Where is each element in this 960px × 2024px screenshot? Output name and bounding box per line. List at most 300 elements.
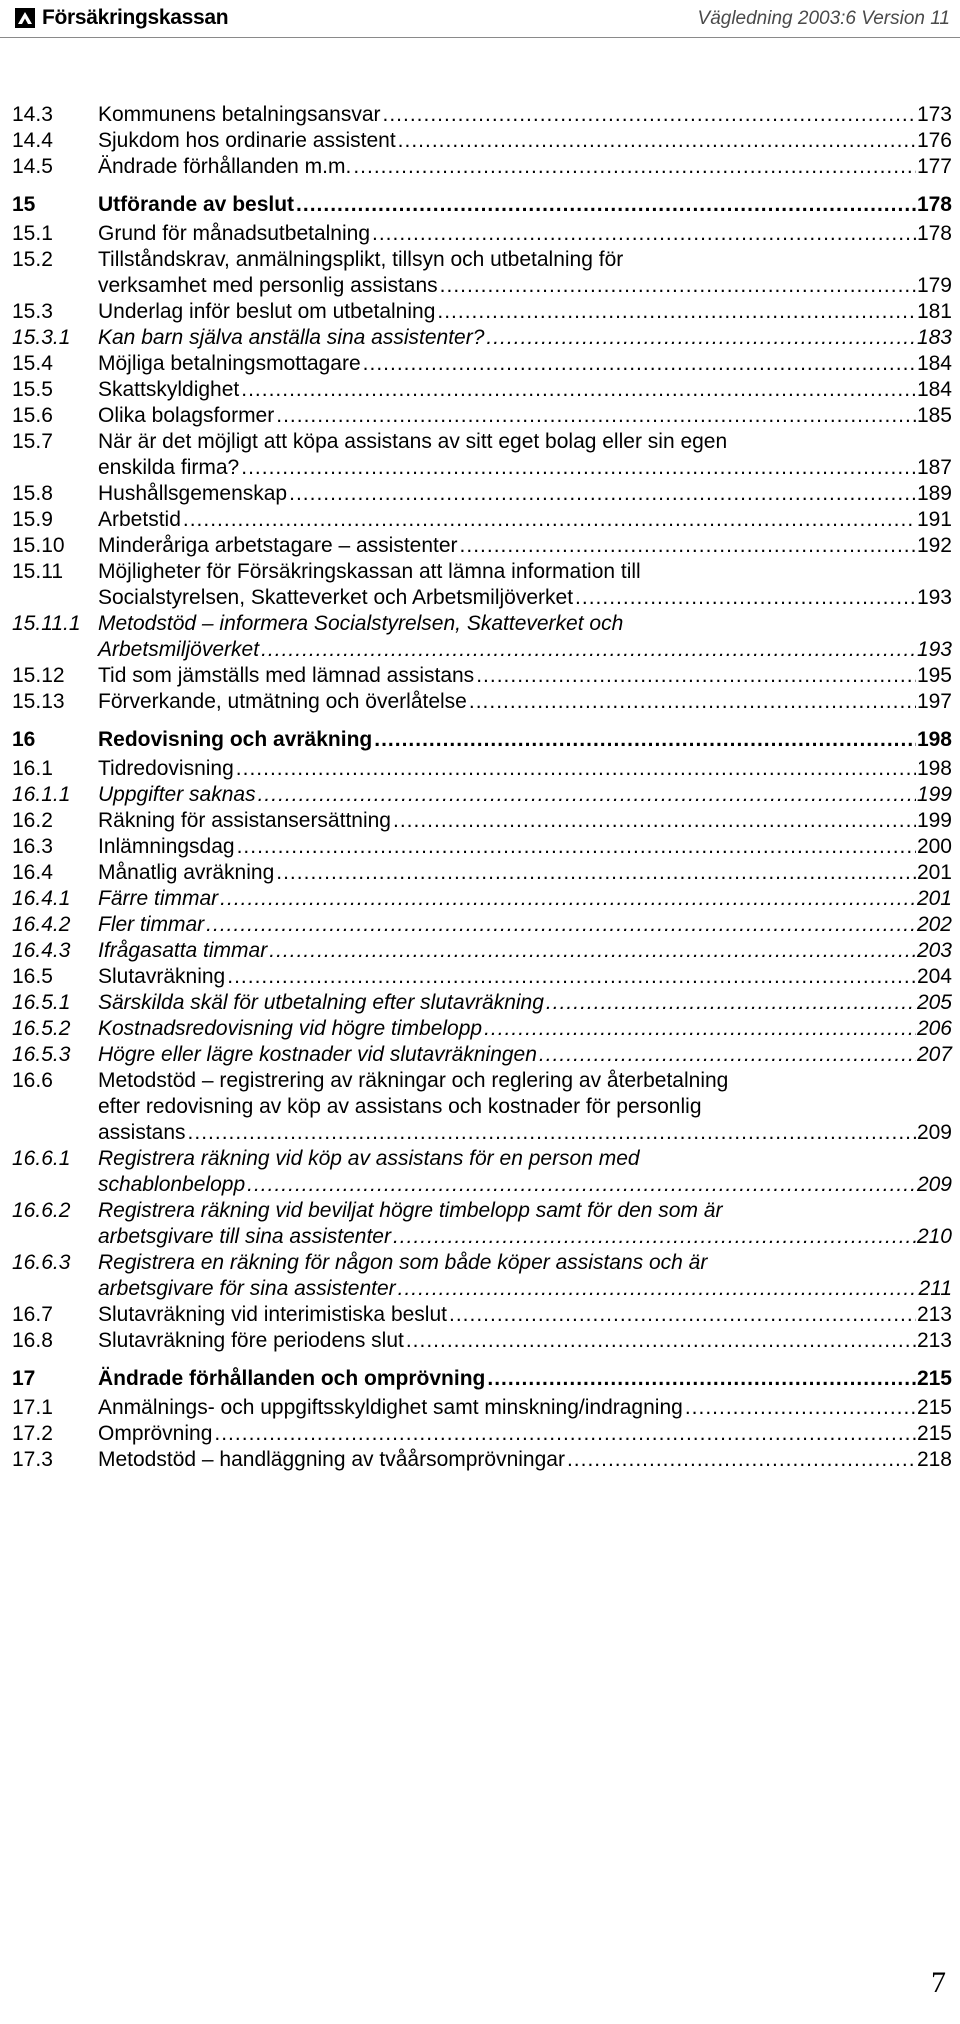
toc-entry-title-line: arbetsgivare till sina assistenter [98, 1225, 391, 1248]
toc-entry-title-line: Räkning för assistansersättning [98, 809, 391, 832]
toc-entry-title-line: Registrera räkning vid beviljat högre timbelopp samt för den som är [98, 1199, 723, 1222]
toc-entry [12, 403, 952, 429]
toc-entry-title [98, 611, 952, 663]
toc-entry-title-line: efter redovisning av köp av assistans och kostnader för personlig [98, 1095, 702, 1118]
toc-entry [12, 938, 952, 964]
toc-dot-leader [539, 1042, 916, 1068]
toc-dot-leader [486, 325, 916, 351]
toc-entry-last-line [98, 727, 952, 753]
toc-dot-leader [460, 533, 916, 559]
toc-entry [12, 990, 952, 1016]
toc-entry-page: 203 [916, 939, 952, 962]
toc-entry-title [98, 1068, 952, 1146]
toc-entry-title [98, 1146, 952, 1198]
toc-entry-number: 16.6 [12, 1069, 53, 1092]
toc-entry-title-line: Omprövning [98, 1422, 213, 1445]
toc-entry [12, 1421, 952, 1447]
toc-entry-last-line [98, 1447, 952, 1473]
toc-entry-title [98, 1328, 952, 1354]
toc-entry-title-line: Hushållsgemenskap [98, 482, 288, 505]
toc-entry [12, 1146, 952, 1198]
toc-entry-number: 16.5 [12, 965, 53, 988]
toc-entry-title [98, 938, 952, 964]
toc-entry-last-line [98, 1042, 952, 1068]
toc-dot-leader [276, 403, 916, 429]
toc-entry [12, 481, 952, 507]
toc-entry-page: 184 [916, 378, 952, 401]
toc-entry-title-line: verksamhet med personlig assistans [98, 274, 438, 297]
toc-entry [12, 351, 952, 377]
toc-dot-leader [258, 782, 916, 808]
toc-entry-title-line: Arbetsmiljöverket [98, 638, 260, 661]
toc-entry [12, 1016, 952, 1042]
toc-entry-last-line [98, 1120, 952, 1146]
toc-entry-number: 15.3.1 [12, 326, 71, 349]
toc-dot-leader [372, 221, 916, 247]
toc-entry [12, 663, 952, 689]
toc-entry-page: 211 [918, 1277, 952, 1300]
toc-entry-last-line [98, 808, 952, 834]
toc-entry-number: 15.3 [12, 300, 53, 323]
toc-entry-title-line: Uppgifter saknas [98, 783, 256, 806]
toc-dot-leader [440, 273, 916, 299]
toc-entry-title [98, 964, 952, 990]
toc-entry-page: 209 [916, 1121, 952, 1144]
toc-entry-title-line: Kan barn själva anställa sina assistenter? [98, 326, 485, 349]
toc-entry-title [98, 325, 952, 351]
toc-dot-leader [393, 808, 916, 834]
toc-dot-leader [236, 756, 916, 782]
toc-entry-title-line: Fler timmar [98, 913, 205, 936]
toc-entry-title-line: Metodstöd – registrering av räkningar och reglering av återbetalning [98, 1069, 729, 1092]
toc-entry [12, 834, 952, 860]
toc-entry [12, 559, 952, 611]
toc-entry-last-line [98, 154, 952, 180]
toc-entry-number: 15.10 [12, 534, 65, 557]
toc-entry-page: 213 [916, 1303, 952, 1326]
toc-dot-leader [363, 351, 916, 377]
toc-entry-number: 14.4 [12, 129, 53, 152]
logo-text: Försäkringskassan [42, 6, 229, 29]
toc-entry-number: 16.5.3 [12, 1043, 71, 1066]
toc-entry-title-line: enskilda firma? [98, 456, 240, 479]
toc-entry-page: 197 [916, 690, 952, 713]
toc-entry-number: 16.3 [12, 835, 53, 858]
toc-entry [12, 1042, 952, 1068]
toc-entry-number: 16.8 [12, 1329, 53, 1352]
toc-dot-leader [398, 128, 916, 154]
toc-entry-page: 210 [916, 1225, 952, 1248]
toc-entry-last-line [98, 938, 952, 964]
toc-entry-last-line [98, 102, 952, 128]
toc-entry [12, 1068, 952, 1146]
toc-entry-title [98, 559, 952, 611]
toc-entry [12, 507, 952, 533]
toc-entry-last-line [98, 533, 952, 559]
toc-dot-leader [383, 102, 916, 128]
toc-dot-leader [296, 192, 916, 218]
toc-entry-last-line [98, 1302, 952, 1328]
toc-entry-title-line: Särskilda skäl för utbetalning efter slutavräkning [98, 991, 544, 1014]
toc-entry-page: 205 [916, 991, 952, 1014]
toc-entry-title-line: Socialstyrelsen, Skatteverket och Arbetsmiljöverket [98, 586, 574, 609]
toc-entry [12, 611, 952, 663]
toc-entry-title [98, 1198, 952, 1250]
toc-dot-leader [183, 507, 916, 533]
toc-entry-title [98, 481, 952, 507]
toc-entry-page: 206 [916, 1017, 952, 1040]
toc-entry [12, 1395, 952, 1421]
toc-entry [12, 808, 952, 834]
toc-entry-title-line: arbetsgivare för sina assistenter [98, 1277, 396, 1300]
toc-entry-page: 177 [916, 155, 952, 178]
toc-entry-page: 202 [916, 913, 952, 936]
toc-entry-number: 17.1 [12, 1396, 53, 1419]
toc-entry-title-line: Inlämningsdag [98, 835, 235, 858]
toc-entry-title [98, 533, 952, 559]
toc-entry-number: 16.5.1 [12, 991, 71, 1014]
toc-entry-title [98, 1302, 952, 1328]
toc-entry-title-line: Kostnadsredovisning vid högre timbelopp [98, 1017, 483, 1040]
toc-entry-title-line: Utförande av beslut [98, 193, 295, 216]
toc-entry-last-line [98, 1276, 952, 1302]
toc-entry [12, 533, 952, 559]
toc-entry-title [98, 507, 952, 533]
toc-entry [12, 128, 952, 154]
toc-entry-title-line: Ifrågasatta timmar [98, 939, 268, 962]
toc-entry-page: 192 [916, 534, 952, 557]
toc-dot-leader [406, 1328, 916, 1354]
toc-entry-last-line [98, 403, 952, 429]
toc-entry-page: 189 [916, 482, 952, 505]
toc-entry-last-line [98, 585, 952, 611]
toc-entry-last-line [98, 273, 952, 299]
toc-dot-leader [449, 1302, 916, 1328]
toc-entry-title [98, 756, 952, 782]
toc-entry-page: 191 [916, 508, 952, 531]
toc-entry [12, 860, 952, 886]
toc-entry-page: 215 [916, 1367, 952, 1390]
toc-entry-number: 16.5.2 [12, 1017, 71, 1040]
toc-entry-number: 16.4 [12, 861, 53, 884]
toc-entry [12, 102, 952, 128]
toc-entry [12, 1302, 952, 1328]
toc-dot-leader [247, 1172, 916, 1198]
toc-entry-last-line [98, 886, 952, 912]
toc-entry-title [98, 663, 952, 689]
forsakringskassan-logo-icon [14, 7, 36, 29]
toc-entry-last-line [98, 221, 952, 247]
toc-entry-page: 215 [916, 1422, 952, 1445]
toc-entry-last-line [98, 834, 952, 860]
toc-entry-number: 16.6.3 [12, 1251, 71, 1274]
toc-entry-page: 181 [916, 300, 952, 323]
toc-entry-title-line: Tid som jämställs med lämnad assistans [98, 664, 475, 687]
toc-entry-title [98, 886, 952, 912]
toc-entry-number: 16.4.1 [12, 887, 71, 910]
toc-dot-leader [469, 689, 916, 715]
toc-entry-title-line: Skattskyldighet [98, 378, 240, 401]
toc-entry-title-line: Förverkande, utmätning och överlåtelse [98, 690, 467, 713]
toc-entry-title [98, 102, 952, 128]
toc-dot-leader [487, 1366, 916, 1392]
toc-entry-page: 198 [916, 728, 952, 751]
toc-entry-title [98, 429, 952, 481]
toc-entry-number: 15.5 [12, 378, 53, 401]
toc-entry-title [98, 247, 952, 299]
toc-entry-number: 15.13 [12, 690, 65, 713]
toc-entry-number: 15.4 [12, 352, 53, 375]
toc-entry-number: 15.11.1 [12, 612, 81, 635]
toc-entry-last-line [98, 964, 952, 990]
toc-entry-title-line: När är det möjligt att köpa assistans av sitt eget bolag eller sin egen [98, 430, 728, 453]
toc-entry-title-line: assistans [98, 1121, 186, 1144]
toc-entry-number: 16.1.1 [12, 783, 71, 806]
toc-entry-page: 200 [916, 835, 952, 858]
toc-entry-last-line [98, 782, 952, 808]
toc-entry-title-line: Anmälnings- och uppgiftsskyldighet samt minskning/indragning [98, 1396, 683, 1419]
toc-entry-title [98, 860, 952, 886]
toc-entry-last-line [98, 1328, 952, 1354]
toc-entry-last-line [98, 912, 952, 938]
toc-entry-page: 179 [916, 274, 952, 297]
toc-entry-last-line [98, 455, 952, 481]
toc-dot-leader [269, 938, 916, 964]
toc-dot-leader [214, 1421, 916, 1447]
toc-entry-page: 184 [916, 352, 952, 375]
toc-entry-title [98, 377, 952, 403]
toc-entry-title [98, 834, 952, 860]
toc-entry-last-line [98, 1395, 952, 1421]
toc-entry-title [98, 727, 952, 753]
toc-entry-number: 15.12 [12, 664, 65, 687]
toc-entry [12, 886, 952, 912]
toc-entry-title [98, 1016, 952, 1042]
toc-entry [12, 782, 952, 808]
toc-entry-last-line [98, 481, 952, 507]
toc-entry [12, 689, 952, 715]
toc-dot-leader [241, 455, 916, 481]
toc-entry-number: 15.7 [12, 430, 53, 453]
toc-entry-last-line [98, 299, 952, 325]
toc-entry-title-line: Månatlig avräkning [98, 861, 275, 884]
toc-entry-title-line: Registrera en räkning för någon som både köper assistans och är [98, 1251, 708, 1274]
toc-entry-number: 15.11 [12, 560, 63, 583]
toc-entry-last-line [98, 663, 952, 689]
toc-dot-leader [685, 1395, 916, 1421]
toc-entry-title-line: Minderåriga arbetstagare – assistenter [98, 534, 458, 557]
document-version: Vägledning 2003:6 Version 11 [697, 8, 950, 29]
page-number: 7 [931, 1966, 946, 1999]
toc-entry-title-line: Ändrade förhållanden och omprövning [98, 1367, 486, 1390]
toc-entry-title-line: Metodstöd – handläggning av tvåårsomprövningar [98, 1448, 565, 1471]
toc-entry-title-line: Slutavräkning vid interimistiska beslut [98, 1303, 447, 1326]
toc-entry [12, 964, 952, 990]
toc-entry [12, 756, 952, 782]
toc-entry-last-line [98, 637, 952, 663]
toc-entry-number: 14.3 [12, 103, 53, 126]
toc-entry-last-line [98, 507, 952, 533]
logo [14, 6, 228, 30]
toc-entry-last-line [98, 689, 952, 715]
toc-dot-leader [353, 154, 916, 180]
toc-entry-number: 16 [12, 728, 36, 751]
toc-entry [12, 1250, 952, 1302]
toc-entry-number: 15.6 [12, 404, 53, 427]
toc-entry-title [98, 1366, 952, 1392]
toc-dot-leader [567, 1447, 916, 1473]
toc-entry-title-line: Tillståndskrav, anmälningsplikt, tillsyn och utbetalning för [98, 248, 624, 271]
toc-dot-leader [393, 1224, 916, 1250]
toc-entry-number: 15.9 [12, 508, 53, 531]
toc-entry-title [98, 1447, 952, 1473]
toc-entry-last-line [98, 756, 952, 782]
toc-entry-page: 218 [916, 1448, 952, 1471]
toc-entry-last-line [98, 128, 952, 154]
toc-entry-title-line: schablonbelopp [98, 1173, 246, 1196]
toc-entry-last-line [98, 860, 952, 886]
toc-entry-number: 14.5 [12, 155, 53, 178]
table-of-contents [12, 102, 952, 1473]
toc-entry-title [98, 221, 952, 247]
toc-entry-page: 215 [916, 1396, 952, 1419]
toc-entry-title-line: Tidredovisning [98, 757, 234, 780]
toc-entry-last-line [98, 1421, 952, 1447]
toc-entry-last-line [98, 1172, 952, 1198]
toc-entry [12, 1366, 952, 1392]
toc-entry-title-line: Möjliga betalningsmottagare [98, 352, 361, 375]
toc-entry-page: 183 [916, 326, 952, 349]
toc-entry-title-line: Slutavräkning [98, 965, 226, 988]
toc-entry [12, 1328, 952, 1354]
toc-entry-title [98, 154, 952, 180]
toc-entry-title [98, 1042, 952, 1068]
toc-entry-page: 195 [916, 664, 952, 687]
toc-entry-title [98, 782, 952, 808]
toc-dot-leader [206, 912, 916, 938]
toc-entry-title [98, 808, 952, 834]
toc-entry [12, 154, 952, 180]
toc-entry [12, 429, 952, 481]
toc-entry [12, 192, 952, 218]
toc-dot-leader [261, 637, 916, 663]
toc-entry-number: 16.4.2 [12, 913, 71, 936]
toc-entry [12, 1198, 952, 1250]
toc-entry-last-line [98, 325, 952, 351]
toc-entry-title [98, 912, 952, 938]
toc-entry-number: 17.2 [12, 1422, 53, 1445]
toc-entry-page: 173 [916, 103, 952, 126]
toc-entry-number: 16.4.3 [12, 939, 71, 962]
toc-entry-title-line: Möjligheter för Försäkringskassan att lämna information till [98, 560, 641, 583]
toc-entry-last-line [98, 1366, 952, 1392]
toc-entry-title-line: Sjukdom hos ordinarie assistent [98, 129, 396, 152]
toc-entry-page: 199 [916, 809, 952, 832]
toc-dot-leader [188, 1120, 916, 1146]
toc-entry-title-line: Olika bolagsformer [98, 404, 275, 427]
toc-entry-page: 176 [916, 129, 952, 152]
toc-entry-number: 16.7 [12, 1303, 53, 1326]
toc-dot-leader [546, 990, 916, 1016]
toc-dot-leader [220, 886, 916, 912]
toc-entry-page: 193 [916, 638, 952, 661]
toc-entry-number: 16.1 [12, 757, 53, 780]
toc-entry-page: 209 [916, 1173, 952, 1196]
toc-entry-title [98, 1250, 952, 1302]
toc-entry [12, 221, 952, 247]
toc-entry-page: 187 [916, 456, 952, 479]
toc-entry-last-line [98, 377, 952, 403]
toc-entry-title-line: Slutavräkning före periodens slut [98, 1329, 404, 1352]
toc-entry-page: 199 [916, 783, 952, 806]
toc-entry-number: 16.6.1 [12, 1147, 71, 1170]
toc-entry-number: 16.6.2 [12, 1199, 71, 1222]
toc-entry-number: 17 [12, 1367, 36, 1390]
toc-entry-title-line: Metodstöd – informera Socialstyrelsen, Skatteverket och [98, 612, 624, 635]
toc-entry-title [98, 689, 952, 715]
toc-entry-title-line: Färre timmar [98, 887, 219, 910]
toc-dot-leader [241, 377, 916, 403]
toc-entry [12, 1447, 952, 1473]
toc-entry-last-line [98, 1224, 952, 1250]
toc-entry-title-line: Registrera räkning vid köp av assistans för en person med [98, 1147, 640, 1170]
toc-dot-leader [437, 299, 916, 325]
toc-entry-last-line [98, 990, 952, 1016]
toc-entry-title-line: Högre eller lägre kostnader vid slutavräkningen [98, 1043, 537, 1066]
toc-entry-number: 15.2 [12, 248, 53, 271]
toc-entry [12, 727, 952, 753]
toc-dot-leader [237, 834, 916, 860]
toc-entry-title [98, 990, 952, 1016]
toc-dot-leader [374, 727, 916, 753]
toc-entry-title [98, 1421, 952, 1447]
toc-entry-number: 16.2 [12, 809, 53, 832]
toc-entry-page: 213 [916, 1329, 952, 1352]
toc-entry-number: 17.3 [12, 1448, 53, 1471]
toc-entry-title-line: Grund för månadsutbetalning [98, 222, 371, 245]
toc-entry-number: 15.1 [12, 222, 53, 245]
page-header [0, 0, 960, 38]
toc-entry-page: 201 [916, 861, 952, 884]
toc-entry-page: 178 [916, 193, 952, 216]
toc-entry [12, 377, 952, 403]
toc-entry-title [98, 128, 952, 154]
toc-entry-title [98, 1395, 952, 1421]
toc-entry-number: 15.8 [12, 482, 53, 505]
toc-entry-title [98, 299, 952, 325]
toc-entry-last-line [98, 192, 952, 218]
toc-entry-last-line [98, 351, 952, 377]
toc-entry-title-line: Arbetstid [98, 508, 181, 531]
toc-entry [12, 912, 952, 938]
toc-entry-page: 207 [916, 1043, 952, 1066]
toc-dot-leader [289, 481, 916, 507]
toc-entry-page: 193 [916, 586, 952, 609]
toc-entry-number: 15 [12, 193, 36, 216]
toc-entry [12, 247, 952, 299]
toc-dot-leader [276, 860, 916, 886]
toc-dot-leader [476, 663, 916, 689]
toc-entry-title [98, 351, 952, 377]
toc-entry-page: 185 [916, 404, 952, 427]
toc-entry-page: 204 [916, 965, 952, 988]
toc-entry-title-line: Redovisning och avräkning [98, 728, 373, 751]
toc-entry-title [98, 403, 952, 429]
toc-entry-page: 178 [916, 222, 952, 245]
toc-entry-title-line: Underlag inför beslut om utbetalning [98, 300, 436, 323]
toc-entry [12, 299, 952, 325]
toc-entry-last-line [98, 1016, 952, 1042]
